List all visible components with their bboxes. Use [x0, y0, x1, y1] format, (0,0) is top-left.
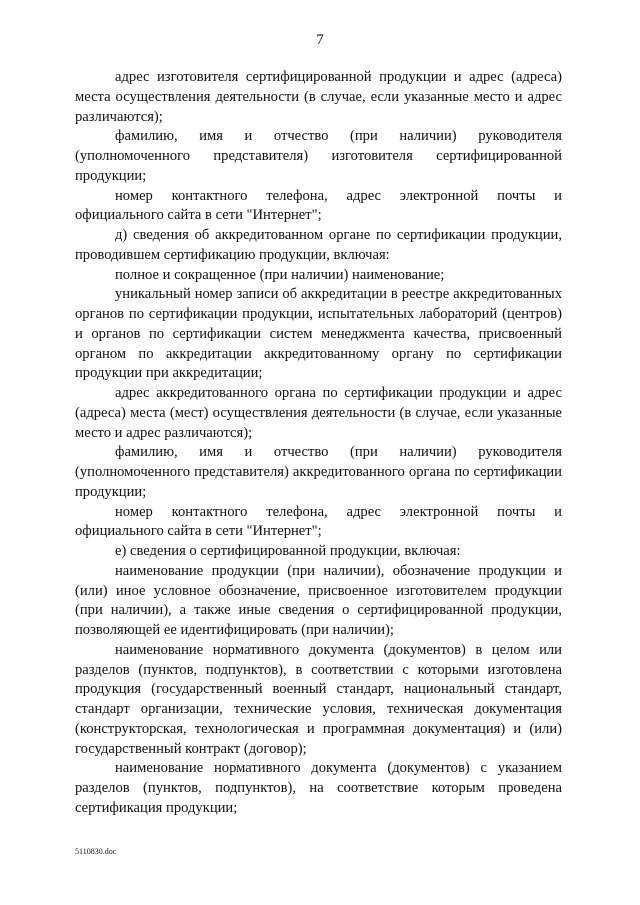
- footer-doc-id: 5110830.doc: [75, 847, 117, 856]
- paragraph-manufacturer-contacts: номер контактного телефона, адрес электронной почты и официального сайта в сети "Интернет";: [75, 187, 562, 224]
- paragraph-product-name: наименование продукции (при наличии), обозначение продукции и (или) иное условное обозначение, присвоенное изготовителем продукции (при наличии), а также иные сведения о сертифицированной продукции, позволяющей ее идентифицировать (при наличии);: [75, 562, 562, 638]
- paragraph-manufacturer-head: фамилию, имя и отчество (при наличии) руководителя (уполномоченного представителя) изготовителя сертифицированной продукции;: [75, 128, 562, 184]
- document-body: [75, 68, 562, 819]
- page-number: 7: [316, 32, 324, 48]
- paragraph-normative-documents: наименование нормативного документа (документов) в целом или разделов (пунктов, подпунктов), в соответствии с которыми изготовлена продукция (государственный военный стандарт, национальный стандарт, стандарт организации, технические условия, техническая документация (конструкторская, технологическая и программная документация) и (или) государственный контракт (договор);: [75, 641, 562, 757]
- paragraph-certification-basis: наименование нормативного документа (документов) с указанием разделов (пунктов, подпунктов), на соответствие которым проведена сертификация продукции;: [75, 760, 562, 816]
- paragraph-section-e-heading: е) сведения о сертифицированной продукции, включая:: [115, 543, 461, 559]
- paragraph-body-contacts: номер контактного телефона, адрес электронной почты и официального сайта в сети "Интернет";: [75, 503, 562, 540]
- paragraph-body-address: адрес аккредитованного органа по сертификации продукции и адрес (адреса) места (мест) осуществления деятельности (в случае, если указанные место и адрес различаются);: [75, 385, 562, 441]
- paragraph-accreditation-record: уникальный номер записи об аккредитации в реестре аккредитованных органов по сертификации продукции, испытательных лабораторий (центров) и органов по сертификации систем менеджмента качества, присвоенный органом по аккредитации аккредитованному органу по сертификации продукции при аккредитации;: [75, 286, 562, 382]
- paragraph-section-d-heading: д) сведения об аккредитованном органе по сертификации продукции, проводившем сертификацию продукции, включая:: [75, 227, 562, 263]
- paragraph-body-head: фамилию, имя и отчество (при наличии) руководителя (уполномоченного представителя) аккредитованного органа по сертификации продукции;: [75, 444, 562, 500]
- paragraph-body-name: полное и сокращенное (при наличии) наименование;: [115, 266, 445, 283]
- paragraph-manufacturer-address: адрес изготовителя сертифицированной продукции и адрес (адреса) места осуществления деятельности (в случае, если указанные место и адрес различаются);: [75, 69, 562, 125]
